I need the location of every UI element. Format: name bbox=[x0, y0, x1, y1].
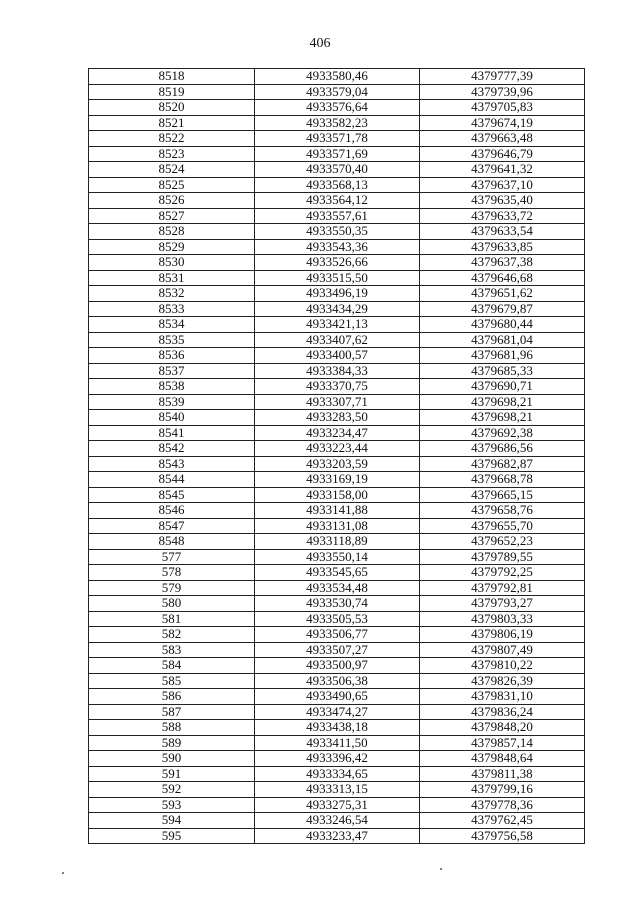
point-number-cell: 583 bbox=[89, 642, 255, 658]
point-number-cell: 585 bbox=[89, 673, 255, 689]
point-number-cell: 8536 bbox=[89, 348, 255, 364]
table-row bbox=[89, 611, 585, 627]
y-coordinate-cell: 4379635,40 bbox=[420, 193, 585, 209]
y-coordinate-cell: 4379681,04 bbox=[420, 332, 585, 348]
y-coordinate-cell: 4379668,78 bbox=[420, 472, 585, 488]
point-number-cell: 8531 bbox=[89, 270, 255, 286]
x-coordinate-cell: 4933158,00 bbox=[255, 487, 420, 503]
table-row bbox=[89, 270, 585, 286]
y-coordinate-cell: 4379698,21 bbox=[420, 394, 585, 410]
y-coordinate-cell: 4379792,25 bbox=[420, 565, 585, 581]
scan-speck-right bbox=[440, 868, 442, 870]
y-coordinate-cell: 4379826,39 bbox=[420, 673, 585, 689]
table-row bbox=[89, 208, 585, 224]
point-number-cell: 578 bbox=[89, 565, 255, 581]
y-coordinate-cell: 4379679,87 bbox=[420, 301, 585, 317]
y-coordinate-cell: 4379811,38 bbox=[420, 766, 585, 782]
point-number-cell: 589 bbox=[89, 735, 255, 751]
y-coordinate-cell: 4379831,10 bbox=[420, 689, 585, 705]
x-coordinate-cell: 4933576,64 bbox=[255, 100, 420, 116]
point-number-cell: 8534 bbox=[89, 317, 255, 333]
point-number-cell: 594 bbox=[89, 813, 255, 829]
x-coordinate-cell: 4933543,36 bbox=[255, 239, 420, 255]
x-coordinate-cell: 4933496,19 bbox=[255, 286, 420, 302]
x-coordinate-cell: 4933571,78 bbox=[255, 131, 420, 147]
y-coordinate-cell: 4379680,44 bbox=[420, 317, 585, 333]
table-row bbox=[89, 642, 585, 658]
x-coordinate-cell: 4933334,65 bbox=[255, 766, 420, 782]
x-coordinate-cell: 4933384,33 bbox=[255, 363, 420, 379]
y-coordinate-cell: 4379641,32 bbox=[420, 162, 585, 178]
table-row bbox=[89, 363, 585, 379]
x-coordinate-cell: 4933530,74 bbox=[255, 596, 420, 612]
x-coordinate-cell: 4933131,08 bbox=[255, 518, 420, 534]
table-row bbox=[89, 797, 585, 813]
table-row bbox=[89, 162, 585, 178]
point-number-cell: 8539 bbox=[89, 394, 255, 410]
y-coordinate-cell: 4379646,79 bbox=[420, 146, 585, 162]
table-row bbox=[89, 410, 585, 426]
point-number-cell: 8537 bbox=[89, 363, 255, 379]
x-coordinate-cell: 4933570,40 bbox=[255, 162, 420, 178]
y-coordinate-cell: 4379793,27 bbox=[420, 596, 585, 612]
y-coordinate-cell: 4379698,21 bbox=[420, 410, 585, 426]
point-number-cell: 581 bbox=[89, 611, 255, 627]
x-coordinate-cell: 4933534,48 bbox=[255, 580, 420, 596]
x-coordinate-cell: 4933407,62 bbox=[255, 332, 420, 348]
point-number-cell: 8529 bbox=[89, 239, 255, 255]
y-coordinate-cell: 4379857,14 bbox=[420, 735, 585, 751]
table-row bbox=[89, 177, 585, 193]
y-coordinate-cell: 4379682,87 bbox=[420, 456, 585, 472]
y-coordinate-cell: 4379807,49 bbox=[420, 642, 585, 658]
x-coordinate-cell: 4933545,65 bbox=[255, 565, 420, 581]
y-coordinate-cell: 4379637,38 bbox=[420, 255, 585, 271]
table-row bbox=[89, 503, 585, 519]
table-row bbox=[89, 518, 585, 534]
table-row bbox=[89, 813, 585, 829]
table-row bbox=[89, 131, 585, 147]
table-row bbox=[89, 115, 585, 131]
x-coordinate-cell: 4933203,59 bbox=[255, 456, 420, 472]
y-coordinate-cell: 4379646,68 bbox=[420, 270, 585, 286]
table-row bbox=[89, 549, 585, 565]
x-coordinate-cell: 4933557,61 bbox=[255, 208, 420, 224]
y-coordinate-cell: 4379789,55 bbox=[420, 549, 585, 565]
y-coordinate-cell: 4379686,56 bbox=[420, 441, 585, 457]
x-coordinate-cell: 4933506,77 bbox=[255, 627, 420, 643]
point-number-cell: 579 bbox=[89, 580, 255, 596]
point-number-cell: 8521 bbox=[89, 115, 255, 131]
table-row bbox=[89, 704, 585, 720]
x-coordinate-cell: 4933275,31 bbox=[255, 797, 420, 813]
x-coordinate-cell: 4933283,50 bbox=[255, 410, 420, 426]
y-coordinate-cell: 4379705,83 bbox=[420, 100, 585, 116]
point-number-cell: 8546 bbox=[89, 503, 255, 519]
x-coordinate-cell: 4933490,65 bbox=[255, 689, 420, 705]
x-coordinate-cell: 4933370,75 bbox=[255, 379, 420, 395]
x-coordinate-cell: 4933582,23 bbox=[255, 115, 420, 131]
x-coordinate-cell: 4933396,42 bbox=[255, 751, 420, 767]
table-row bbox=[89, 472, 585, 488]
x-coordinate-cell: 4933438,18 bbox=[255, 720, 420, 736]
scan-speck-left bbox=[62, 872, 64, 874]
table-row bbox=[89, 627, 585, 643]
y-coordinate-cell: 4379792,81 bbox=[420, 580, 585, 596]
x-coordinate-cell: 4933505,53 bbox=[255, 611, 420, 627]
point-number-cell: 8548 bbox=[89, 534, 255, 550]
y-coordinate-cell: 4379778,36 bbox=[420, 797, 585, 813]
y-coordinate-cell: 4379651,62 bbox=[420, 286, 585, 302]
table-row bbox=[89, 69, 585, 85]
x-coordinate-cell: 4933568,13 bbox=[255, 177, 420, 193]
point-number-cell: 8542 bbox=[89, 441, 255, 457]
y-coordinate-cell: 4379690,71 bbox=[420, 379, 585, 395]
coordinates-table bbox=[88, 68, 585, 844]
point-number-cell: 8525 bbox=[89, 177, 255, 193]
x-coordinate-cell: 4933118,89 bbox=[255, 534, 420, 550]
point-number-cell: 8541 bbox=[89, 425, 255, 441]
table-row bbox=[89, 146, 585, 162]
point-number-cell: 8526 bbox=[89, 193, 255, 209]
table-row bbox=[89, 425, 585, 441]
y-coordinate-cell: 4379799,16 bbox=[420, 782, 585, 798]
y-coordinate-cell: 4379685,33 bbox=[420, 363, 585, 379]
y-coordinate-cell: 4379756,58 bbox=[420, 828, 585, 844]
y-coordinate-cell: 4379848,20 bbox=[420, 720, 585, 736]
x-coordinate-cell: 4933474,27 bbox=[255, 704, 420, 720]
point-number-cell: 8528 bbox=[89, 224, 255, 240]
y-coordinate-cell: 4379692,38 bbox=[420, 425, 585, 441]
point-number-cell: 592 bbox=[89, 782, 255, 798]
x-coordinate-cell: 4933233,47 bbox=[255, 828, 420, 844]
point-number-cell: 590 bbox=[89, 751, 255, 767]
page-number: 406 bbox=[309, 36, 331, 51]
x-coordinate-cell: 4933550,14 bbox=[255, 549, 420, 565]
point-number-cell: 8545 bbox=[89, 487, 255, 503]
point-number-cell: 8540 bbox=[89, 410, 255, 426]
point-number-cell: 8547 bbox=[89, 518, 255, 534]
coordinates-table-body bbox=[89, 69, 585, 844]
table-row bbox=[89, 84, 585, 100]
table-row bbox=[89, 100, 585, 116]
table-row bbox=[89, 332, 585, 348]
table-row bbox=[89, 193, 585, 209]
point-number-cell: 8535 bbox=[89, 332, 255, 348]
x-coordinate-cell: 4933571,69 bbox=[255, 146, 420, 162]
table-row bbox=[89, 751, 585, 767]
y-coordinate-cell: 4379674,19 bbox=[420, 115, 585, 131]
point-number-cell: 580 bbox=[89, 596, 255, 612]
table-row bbox=[89, 782, 585, 798]
x-coordinate-cell: 4933507,27 bbox=[255, 642, 420, 658]
table-row bbox=[89, 239, 585, 255]
x-coordinate-cell: 4933313,15 bbox=[255, 782, 420, 798]
table-row bbox=[89, 735, 585, 751]
table-row bbox=[89, 394, 585, 410]
table-row bbox=[89, 828, 585, 844]
point-number-cell: 8523 bbox=[89, 146, 255, 162]
table-row bbox=[89, 580, 585, 596]
table-row bbox=[89, 441, 585, 457]
point-number-cell: 588 bbox=[89, 720, 255, 736]
point-number-cell: 8519 bbox=[89, 84, 255, 100]
table-row bbox=[89, 456, 585, 472]
table-row bbox=[89, 658, 585, 674]
x-coordinate-cell: 4933223,44 bbox=[255, 441, 420, 457]
table-row bbox=[89, 224, 585, 240]
y-coordinate-cell: 4379777,39 bbox=[420, 69, 585, 85]
y-coordinate-cell: 4379633,72 bbox=[420, 208, 585, 224]
x-coordinate-cell: 4933550,35 bbox=[255, 224, 420, 240]
table-row bbox=[89, 689, 585, 705]
table-row bbox=[89, 565, 585, 581]
point-number-cell: 577 bbox=[89, 549, 255, 565]
x-coordinate-cell: 4933564,12 bbox=[255, 193, 420, 209]
x-coordinate-cell: 4933169,19 bbox=[255, 472, 420, 488]
table-row bbox=[89, 317, 585, 333]
x-coordinate-cell: 4933141,88 bbox=[255, 503, 420, 519]
point-number-cell: 8518 bbox=[89, 69, 255, 85]
point-number-cell: 8527 bbox=[89, 208, 255, 224]
table-row bbox=[89, 255, 585, 271]
x-coordinate-cell: 4933234,47 bbox=[255, 425, 420, 441]
table-row bbox=[89, 348, 585, 364]
point-number-cell: 8538 bbox=[89, 379, 255, 395]
point-number-cell: 8520 bbox=[89, 100, 255, 116]
x-coordinate-cell: 4933421,13 bbox=[255, 317, 420, 333]
y-coordinate-cell: 4379633,54 bbox=[420, 224, 585, 240]
x-coordinate-cell: 4933580,46 bbox=[255, 69, 420, 85]
point-number-cell: 587 bbox=[89, 704, 255, 720]
y-coordinate-cell: 4379633,85 bbox=[420, 239, 585, 255]
table-row bbox=[89, 596, 585, 612]
y-coordinate-cell: 4379658,76 bbox=[420, 503, 585, 519]
table-row bbox=[89, 301, 585, 317]
x-coordinate-cell: 4933400,57 bbox=[255, 348, 420, 364]
x-coordinate-cell: 4933506,38 bbox=[255, 673, 420, 689]
y-coordinate-cell: 4379681,96 bbox=[420, 348, 585, 364]
x-coordinate-cell: 4933307,71 bbox=[255, 394, 420, 410]
point-number-cell: 8533 bbox=[89, 301, 255, 317]
point-number-cell: 8544 bbox=[89, 472, 255, 488]
y-coordinate-cell: 4379806,19 bbox=[420, 627, 585, 643]
point-number-cell: 8532 bbox=[89, 286, 255, 302]
x-coordinate-cell: 4933526,66 bbox=[255, 255, 420, 271]
x-coordinate-cell: 4933500,97 bbox=[255, 658, 420, 674]
table-row bbox=[89, 286, 585, 302]
point-number-cell: 586 bbox=[89, 689, 255, 705]
table-row bbox=[89, 766, 585, 782]
table-row bbox=[89, 534, 585, 550]
point-number-cell: 8522 bbox=[89, 131, 255, 147]
point-number-cell: 8530 bbox=[89, 255, 255, 271]
y-coordinate-cell: 4379762,45 bbox=[420, 813, 585, 829]
x-coordinate-cell: 4933411,50 bbox=[255, 735, 420, 751]
y-coordinate-cell: 4379836,24 bbox=[420, 704, 585, 720]
y-coordinate-cell: 4379637,10 bbox=[420, 177, 585, 193]
x-coordinate-cell: 4933515,50 bbox=[255, 270, 420, 286]
x-coordinate-cell: 4933579,04 bbox=[255, 84, 420, 100]
y-coordinate-cell: 4379803,33 bbox=[420, 611, 585, 627]
x-coordinate-cell: 4933246,54 bbox=[255, 813, 420, 829]
table-row bbox=[89, 673, 585, 689]
y-coordinate-cell: 4379810,22 bbox=[420, 658, 585, 674]
point-number-cell: 595 bbox=[89, 828, 255, 844]
table-row bbox=[89, 487, 585, 503]
x-coordinate-cell: 4933434,29 bbox=[255, 301, 420, 317]
y-coordinate-cell: 4379663,48 bbox=[420, 131, 585, 147]
y-coordinate-cell: 4379652,23 bbox=[420, 534, 585, 550]
point-number-cell: 591 bbox=[89, 766, 255, 782]
y-coordinate-cell: 4379739,96 bbox=[420, 84, 585, 100]
point-number-cell: 8543 bbox=[89, 456, 255, 472]
y-coordinate-cell: 4379655,70 bbox=[420, 518, 585, 534]
point-number-cell: 593 bbox=[89, 797, 255, 813]
point-number-cell: 582 bbox=[89, 627, 255, 643]
point-number-cell: 8524 bbox=[89, 162, 255, 178]
y-coordinate-cell: 4379665,15 bbox=[420, 487, 585, 503]
table-row bbox=[89, 720, 585, 736]
table-row bbox=[89, 379, 585, 395]
point-number-cell: 584 bbox=[89, 658, 255, 674]
y-coordinate-cell: 4379848,64 bbox=[420, 751, 585, 767]
